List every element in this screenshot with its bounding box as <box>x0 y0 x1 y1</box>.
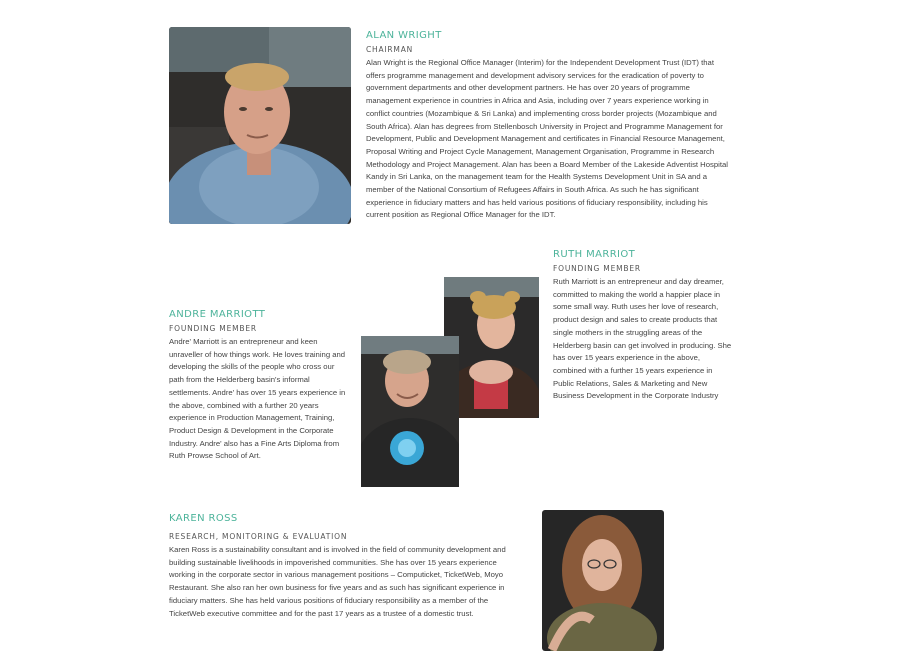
ruth-marriot-bio: Ruth Marriott is an entrepreneur and day dreamer, committed to making the world a happier place in some small way. Ruth uses her love of research, product design and sales to create products that single mothers in the struggling areas of the Helderberg basin can get involved in producing. She has over 15 years experience in the above, combined with a further 15 years experience in Public Relations, Sales & Marketing and New Business Development in the Corporate Industry <box>553 277 732 401</box>
karen-ross-bio: Karen Ross is a sustainability consultant and is involved in the field of community development and building sustainable livelihoods in impoverished communities. She has over 15 years experience working in the corporate sector in various management positions – Computicket, TicketWeb, Moyo Restaurant. She also ran her own business for five years and as such has significant experience in fiduciary matters. She has held various positions of fiduciary responsibility as a member of the TicketWeb executive committee and for the past 17 years as a trustee of a domestic trust. <box>169 545 506 618</box>
karen-ross-role: RESEARCH, MONITORING & EVALUATION <box>169 532 348 541</box>
alan-wright-bio: Alan Wright is the Regional Office Manager (Interim) for the Independent Development Trust (IDT) that offers programme management and development advisory services for the eradication of poverty to government departments and other development partners. He has over 20 years of programme management experience in countries in Africa and Asia, including over 7 years experience working in conflict countries (Mozambique & Sri Lanka) and implementing cross border projects (Mozambique and South Africa). Alan has degrees from Stellenbosch University in Project and Programme Management for Development, Public and Development Management and certificates in Financial Resource Management, Proposal Writing and Project Cycle Management, Management Organisation, Programme in Research Methodology and Project Management. Alan has been a Board Member of the Lakeside Adventist Hospital Kandy in Sri Lanka, on the management team for the Health Systems Development Unit in SA and a member of the National Consortium of Refugees Affairs in South Africa. As such he has significant experience in fiduciary matters and has held various positions of fiduciary responsibility, including his current position as Regional Office Manager for the IDT. <box>366 58 728 220</box>
karen-ross-name: KAREN ROSS <box>169 513 238 524</box>
ruth-marriot-role: FOUNDING MEMBER <box>553 264 641 273</box>
alan-wright-photo <box>169 27 351 224</box>
alan-wright-name: ALAN WRIGHT <box>366 30 442 41</box>
andre-marriott-photo <box>361 336 459 487</box>
andre-marriott-bio: Andre' Marriott is an entrepreneur and keen unraveller of how things work. He loves training and developing the skills of the people who cross our path from the Helderberg basin's informal settlements. Andre' has over 15 years experience in the above, combined with a further 20 years experience in Production Management, Training, Product Design & Development in the Corporate Industry. Andre' also has a Fine Arts Diploma from Ruth Prowse School of Art. <box>169 337 346 461</box>
alan-wright-role: CHAIRMAN <box>366 45 414 54</box>
karen-ross-photo <box>542 510 664 651</box>
andre-marriott-role: FOUNDING MEMBER <box>169 324 257 333</box>
ruth-marriot-name: RUTH MARRIOT <box>553 249 636 260</box>
andre-marriott-name: ANDRE MARRIOTT <box>169 309 266 320</box>
